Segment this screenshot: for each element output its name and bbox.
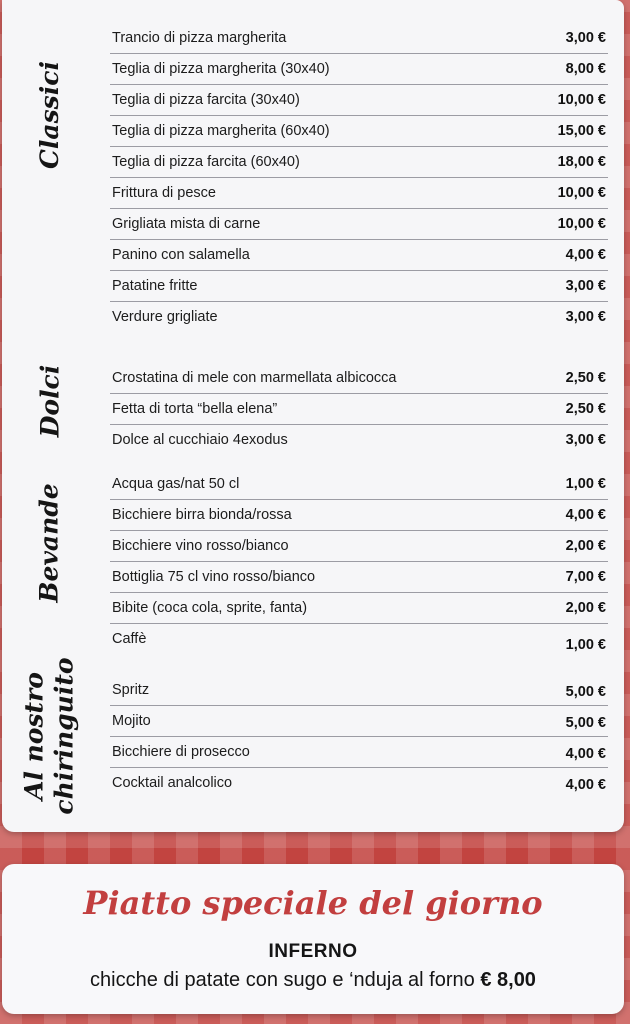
menu-row xyxy=(110,736,608,768)
category-label: Classici xyxy=(35,61,64,169)
item-price: 3,00 € xyxy=(565,278,606,294)
item-name: Trancio di pizza margherita xyxy=(112,30,287,46)
item-price: 4,00 € xyxy=(565,777,606,793)
item-price: 4,00 € xyxy=(565,507,606,523)
item-name: Cocktail analcolico xyxy=(112,775,233,791)
item-name: Caffè xyxy=(112,631,147,647)
special-price: € 8,00 xyxy=(480,969,536,991)
menu-row xyxy=(110,208,608,240)
item-price: 8,00 € xyxy=(565,61,606,77)
category-label-wrapper xyxy=(2,468,98,618)
menu-row xyxy=(110,239,608,271)
item-name: Bicchiere di prosecco xyxy=(112,744,250,760)
menu-row xyxy=(110,53,608,85)
item-name: Teglia di pizza margherita (30x40) xyxy=(112,61,330,77)
menu-row xyxy=(110,301,608,332)
category-label: Bevande xyxy=(35,483,65,603)
daily-special-card xyxy=(2,864,624,1014)
item-name: Fetta di torta “bella elena” xyxy=(112,401,278,417)
item-name: Grigliata mista di carne xyxy=(112,216,261,232)
menu-row xyxy=(110,767,608,798)
item-price: 10,00 € xyxy=(557,92,606,108)
category-label xyxy=(20,657,80,814)
item-name: Bottiglia 75 cl vino rosso/bianco xyxy=(112,569,316,585)
item-name: Verdure grigliate xyxy=(112,309,218,325)
category-label: Dolci xyxy=(34,364,64,438)
item-price: 2,50 € xyxy=(565,370,606,386)
item-name: Panino con salamella xyxy=(112,247,250,263)
item-price: 2,00 € xyxy=(565,538,606,554)
menu-row xyxy=(110,177,608,209)
item-name: Teglia di pizza farcita (60x40) xyxy=(112,154,300,170)
item-name: Acqua gas/nat 50 cl xyxy=(112,476,240,492)
section-bevande xyxy=(2,468,624,654)
menu-row xyxy=(110,115,608,147)
special-description: chicche di patate con sugo e ‘nduja al forno xyxy=(90,969,475,991)
special-title: Piatto speciale del giorno xyxy=(83,884,543,922)
item-name: Mojito xyxy=(112,713,151,729)
item-price: 7,00 € xyxy=(565,569,606,585)
item-price: 15,00 € xyxy=(557,123,606,139)
special-description-line xyxy=(2,969,624,992)
category-label-wrapper xyxy=(2,362,98,440)
item-price: 3,00 € xyxy=(565,30,606,46)
item-name: Teglia di pizza farcita (30x40) xyxy=(112,92,300,108)
category-label-line: Al nostro xyxy=(20,672,49,800)
item-price: 4,00 € xyxy=(565,247,606,263)
category-label-line: chiringuito xyxy=(50,657,79,815)
section-dolci xyxy=(2,362,624,455)
item-price: 1,00 € xyxy=(565,476,606,492)
item-price: 4,00 € xyxy=(565,746,606,762)
section-classici xyxy=(2,22,624,332)
menu-row xyxy=(110,146,608,178)
menu-row xyxy=(110,270,608,302)
menu-row xyxy=(110,592,608,624)
item-price: 3,00 € xyxy=(565,432,606,448)
item-name: Dolce al cucchiaio 4exodus xyxy=(112,432,288,448)
item-price: 5,00 € xyxy=(565,715,606,731)
item-name: Crostatina di mele con marmellata albicocca xyxy=(112,370,397,386)
special-name: INFERNO xyxy=(268,941,358,962)
item-price: 18,00 € xyxy=(557,154,606,170)
item-name: Spritz xyxy=(112,682,150,698)
item-price: 10,00 € xyxy=(557,185,606,201)
section-chiringuito xyxy=(2,657,624,815)
item-price: 1,00 € xyxy=(565,637,606,653)
category-label-wrapper xyxy=(2,657,98,815)
menu-row xyxy=(110,623,608,659)
menu-row xyxy=(110,362,608,394)
item-price: 2,00 € xyxy=(565,600,606,616)
item-name: Frittura di pesce xyxy=(112,185,216,201)
menu-row xyxy=(110,705,608,737)
item-name: Teglia di pizza margherita (60x40) xyxy=(112,123,330,139)
item-price: 3,00 € xyxy=(565,309,606,325)
menu-row xyxy=(110,499,608,531)
menu-row xyxy=(110,674,608,706)
menu-card xyxy=(2,0,624,832)
item-price: 2,50 € xyxy=(565,401,606,417)
menu-row xyxy=(110,424,608,455)
item-name: Bibite (coca cola, sprite, fanta) xyxy=(112,600,308,616)
item-name: Bicchiere vino rosso/bianco xyxy=(112,538,289,554)
menu-row xyxy=(110,468,608,500)
item-name: Bicchiere birra bionda/rossa xyxy=(112,507,292,523)
menu-row xyxy=(110,393,608,425)
menu-row xyxy=(110,22,608,54)
menu-row xyxy=(110,530,608,562)
item-name: Patatine fritte xyxy=(112,278,198,294)
item-price: 5,00 € xyxy=(565,684,606,700)
item-price: 10,00 € xyxy=(557,216,606,232)
category-label-wrapper xyxy=(2,22,98,208)
menu-row xyxy=(110,561,608,593)
menu-row xyxy=(110,84,608,116)
